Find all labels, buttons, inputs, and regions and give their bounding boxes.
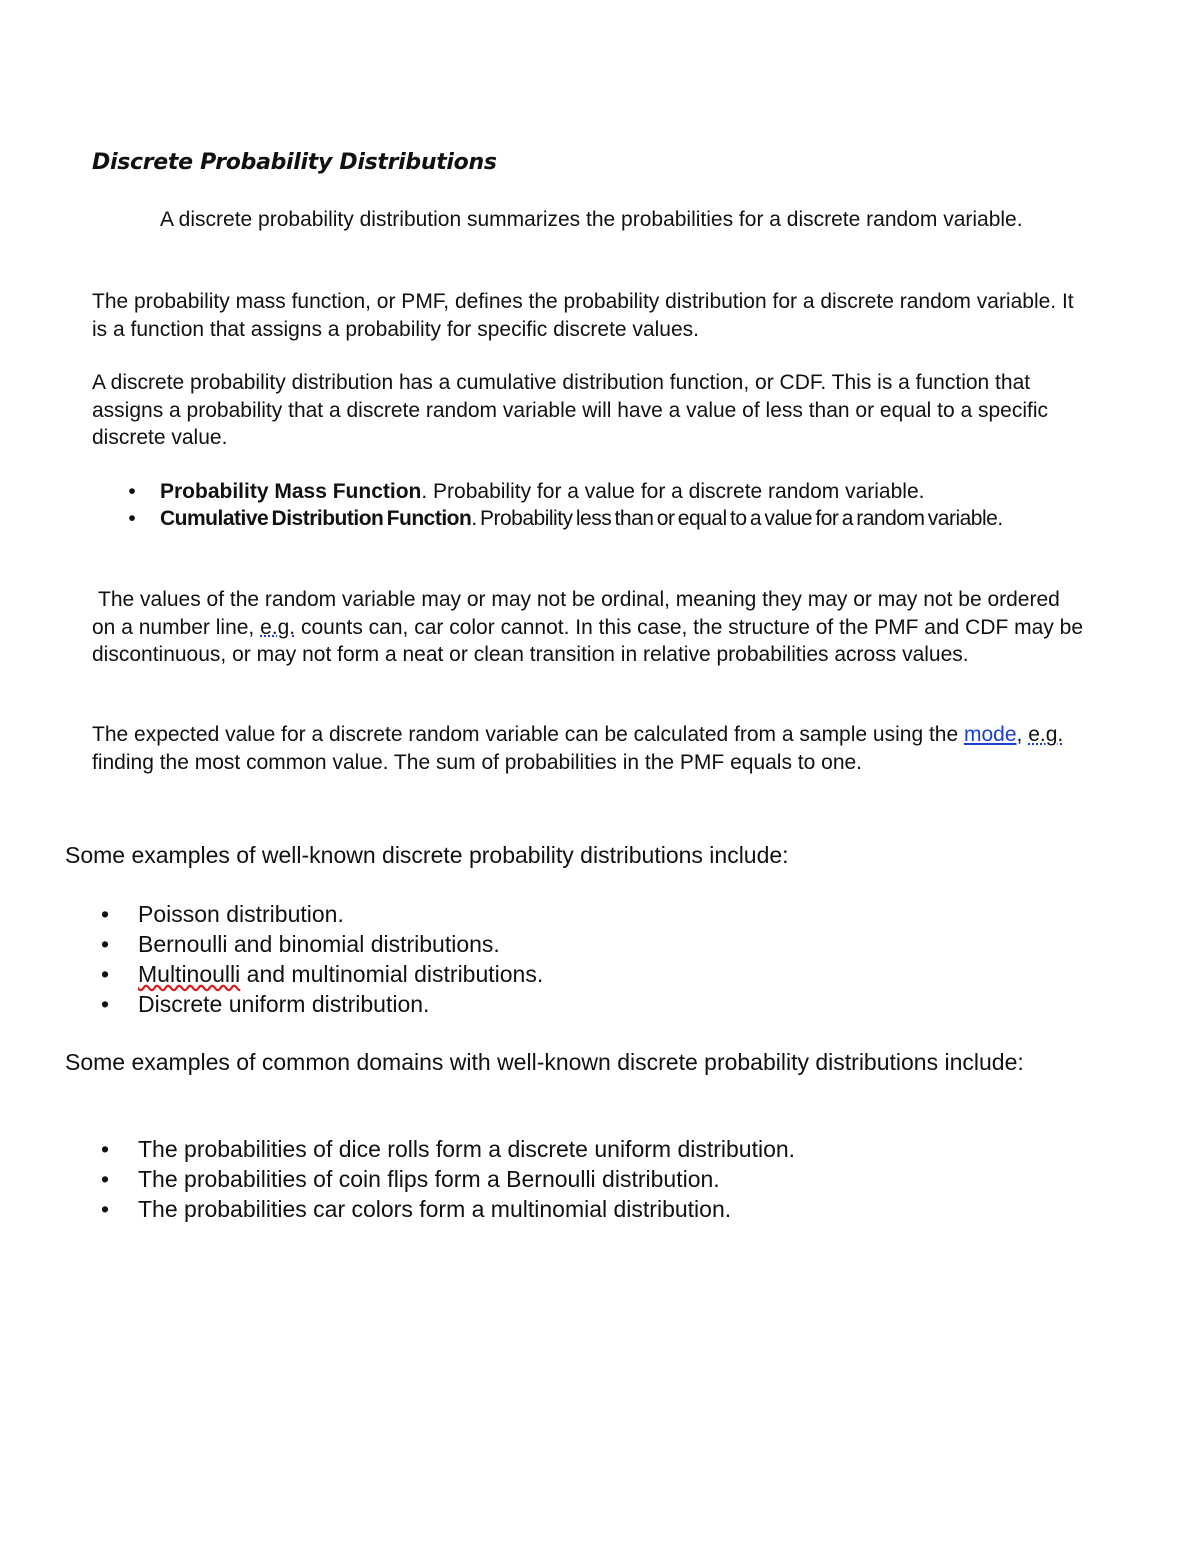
list-item-text: Poisson distribution. (138, 901, 344, 927)
mode-link[interactable]: mode (963, 723, 1017, 746)
domains-list (65, 1134, 1105, 1224)
paragraph-pmf: The probability mass function, or PMF, defines the probability distribution for a discrete random variable. It is a function that assigns a probability for specific discrete values. (92, 290, 1074, 341)
definition-term: Probability Mass Function (160, 480, 422, 503)
paragraph-text: The values of the random variable may or may not be ordinal, meaning they may or may not be ordered on a number line, (92, 588, 1060, 639)
domains-heading: Some examples of common domains with well-known discrete probability distributions include: (65, 1049, 1024, 1075)
list-item (65, 989, 1105, 1019)
bullet-icon: • (100, 1136, 110, 1162)
bullet-icon: • (128, 507, 136, 530)
bullet-icon: • (100, 901, 110, 927)
bullet-icon: • (128, 480, 136, 503)
list-item-text: Discrete uniform distribution. (138, 991, 430, 1017)
paragraph-text: , (1016, 723, 1029, 746)
list-item-text: The probabilities car colors form a multinomial distribution. (138, 1196, 732, 1222)
definition-term: Cumulative Distribution Function (160, 507, 472, 530)
list-item-text: The probabilities of dice rolls form a discrete uniform distribution. (138, 1136, 796, 1162)
eg-abbreviation: e.g. (1028, 723, 1064, 746)
list-item (65, 929, 1105, 959)
eg-abbreviation: e.g. (260, 615, 296, 639)
examples-heading: Some examples of well-known discrete probability distributions include: (65, 842, 789, 868)
paragraph-text: finding the most common value. The sum of probabilities in the PMF equals to one. (92, 750, 863, 774)
paragraph-expected-value (92, 721, 1087, 776)
bullet-icon: • (100, 961, 110, 987)
bullet-icon: • (100, 991, 110, 1017)
bullet-icon: • (100, 1166, 110, 1192)
paragraph-intro: A discrete probability distribution summarizes the probabilities for a discrete random variable. (160, 208, 1023, 231)
list-item-pmf (92, 478, 1087, 505)
list-item-cdf (92, 505, 1087, 532)
list-item (65, 1194, 1105, 1224)
paragraph-text: The expected value for a discrete random variable can be calculated from a sample using the (92, 723, 964, 746)
examples-list (65, 899, 1105, 1019)
paragraph-text: counts can, car color cannot. In this case, the structure of the PMF and CDF may be discontinuous, or may not form a neat or clean transition in relative probabilities across values. (92, 615, 1083, 666)
bullet-icon: • (100, 1196, 110, 1222)
bullet-icon: • (100, 931, 110, 957)
list-item (65, 1164, 1105, 1194)
paragraph-cdf: A discrete probability distribution has a cumulative distribution function, or CDF. This is a function that assigns a probability that a discrete random variable will have a value of less than or equal to a specific discrete value. (92, 371, 1049, 449)
misspelled-word[interactable]: Multinoulli (138, 961, 241, 987)
definition-text: . Probability for a value for a discrete random variable. (421, 480, 925, 503)
definition-list (92, 478, 1087, 532)
list-item-text: Bernoulli and binomial distributions. (138, 931, 500, 957)
list-item (65, 1134, 1105, 1164)
page-title: Discrete Probability Distributions (92, 150, 497, 175)
list-item-text: The probabilities of coin flips form a Bernoulli distribution. (138, 1166, 720, 1192)
list-item (65, 899, 1105, 929)
paragraph-ordinal (92, 586, 1087, 669)
list-item (65, 959, 1105, 989)
list-item-text: and multinomial distributions. (240, 961, 544, 987)
definition-text: . Probability less than or equal to a value for a random variable. (471, 507, 1003, 530)
